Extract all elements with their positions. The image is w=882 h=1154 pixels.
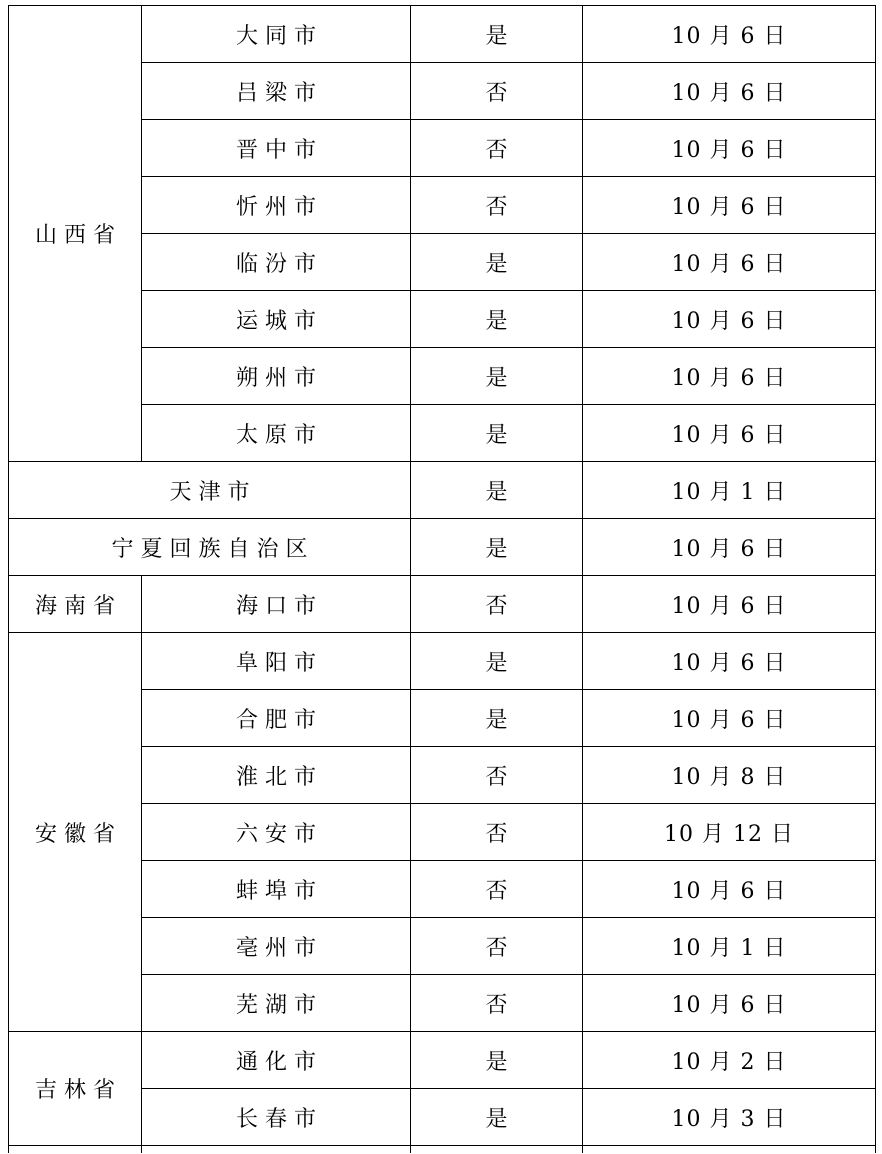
empty-cell — [583, 1146, 876, 1153]
city-label: 淮北市 — [235, 764, 323, 790]
city-label: 临汾市 — [235, 251, 323, 277]
date-cell — [583, 63, 876, 120]
flag-cell — [411, 804, 583, 861]
flag-cell — [411, 861, 583, 918]
date-value: 10 月 1 日 — [671, 479, 787, 505]
flag-value: 否 — [485, 992, 508, 1018]
city-cell — [142, 690, 411, 747]
date-cell — [583, 861, 876, 918]
city-label: 蚌埠市 — [235, 878, 323, 904]
empty-cell — [411, 1146, 583, 1153]
flag-value: 否 — [485, 137, 508, 163]
city-label: 忻州市 — [235, 194, 323, 220]
date-value: 10 月 6 日 — [671, 593, 787, 619]
flag-value: 是 — [485, 308, 508, 334]
region-label: 天津市 — [169, 479, 257, 505]
city-cell — [142, 348, 411, 405]
city-cell — [142, 975, 411, 1032]
city-cell — [142, 1089, 411, 1146]
city-label: 长春市 — [235, 1106, 323, 1132]
date-value: 10 月 6 日 — [671, 365, 787, 391]
date-value: 10 月 6 日 — [671, 80, 787, 106]
flag-cell — [411, 120, 583, 177]
flag-cell — [411, 633, 583, 690]
date-cell — [583, 177, 876, 234]
province-label: 吉林省 — [34, 1078, 122, 1103]
flag-cell — [411, 6, 583, 63]
date-cell — [583, 348, 876, 405]
date-value: 10 月 6 日 — [671, 137, 787, 163]
city-cell — [142, 120, 411, 177]
flag-cell — [411, 747, 583, 804]
province-label: 海南省 — [34, 593, 122, 619]
date-cell — [583, 918, 876, 975]
date-value: 10 月 6 日 — [671, 992, 787, 1018]
flag-cell — [411, 234, 583, 291]
date-value: 10 月 8 日 — [671, 764, 787, 790]
table-row — [9, 576, 876, 633]
city-cell — [142, 918, 411, 975]
date-value: 10 月 6 日 — [671, 308, 787, 334]
date-value: 10 月 2 日 — [671, 1049, 787, 1075]
date-cell — [583, 291, 876, 348]
date-cell — [583, 804, 876, 861]
table-row — [9, 633, 876, 690]
city-cell — [142, 861, 411, 918]
city-label: 芜湖市 — [235, 992, 323, 1018]
empty-cell — [9, 1146, 142, 1153]
table-row — [9, 1032, 876, 1089]
flag-cell — [411, 519, 583, 576]
date-cell — [583, 1032, 876, 1089]
flag-cell — [411, 291, 583, 348]
flag-value: 否 — [485, 80, 508, 106]
flag-cell — [411, 63, 583, 120]
date-value: 10 月 1 日 — [671, 935, 787, 961]
city-cell — [142, 63, 411, 120]
date-cell — [583, 120, 876, 177]
date-cell — [583, 462, 876, 519]
city-cell — [142, 291, 411, 348]
date-value: 10 月 6 日 — [671, 650, 787, 676]
city-label: 太原市 — [235, 422, 323, 448]
date-cell — [583, 6, 876, 63]
flag-value: 否 — [485, 194, 508, 220]
flag-value: 是 — [485, 422, 508, 448]
flag-cell — [411, 690, 583, 747]
city-label: 朔州市 — [235, 365, 323, 391]
city-label: 阜阳市 — [235, 650, 323, 676]
flag-cell — [411, 975, 583, 1032]
region-label: 宁夏回族自治区 — [111, 536, 315, 562]
table-row — [9, 519, 876, 576]
date-value: 10 月 6 日 — [671, 878, 787, 904]
flag-value: 是 — [485, 1106, 508, 1132]
province-label: 安徽省 — [34, 821, 122, 847]
city-label: 大同市 — [235, 23, 323, 49]
city-cell — [142, 633, 411, 690]
date-value: 10 月 12 日 — [664, 821, 794, 847]
flag-value: 是 — [485, 1049, 508, 1075]
city-cell — [142, 6, 411, 63]
city-label: 运城市 — [235, 308, 323, 334]
flag-cell — [411, 405, 583, 462]
flag-value: 否 — [485, 878, 508, 904]
date-value: 10 月 6 日 — [671, 194, 787, 220]
date-cell — [583, 1089, 876, 1146]
city-cell — [142, 804, 411, 861]
region-cell — [9, 462, 411, 519]
empty-cell — [142, 1146, 411, 1153]
date-value: 10 月 6 日 — [671, 23, 787, 49]
date-value: 10 月 6 日 — [671, 536, 787, 562]
flag-cell — [411, 177, 583, 234]
date-cell — [583, 234, 876, 291]
date-cell — [583, 519, 876, 576]
flag-cell — [411, 1089, 583, 1146]
date-value: 10 月 6 日 — [671, 422, 787, 448]
flag-value: 是 — [485, 365, 508, 391]
province-cell — [9, 633, 142, 1032]
city-cell — [142, 234, 411, 291]
date-cell — [583, 405, 876, 462]
table-row — [9, 6, 876, 63]
city-label: 通化市 — [235, 1049, 323, 1075]
date-cell — [583, 633, 876, 690]
flag-value: 否 — [485, 935, 508, 961]
flag-value: 是 — [485, 707, 508, 733]
province-cell — [9, 6, 142, 462]
province-label: 山西省 — [34, 223, 122, 248]
table-row-cutoff — [9, 1146, 876, 1153]
city-cell — [142, 747, 411, 804]
province-cell — [9, 1032, 142, 1146]
city-cell — [142, 1032, 411, 1089]
date-value: 10 月 3 日 — [671, 1106, 787, 1132]
city-cell — [142, 405, 411, 462]
city-cell — [142, 177, 411, 234]
region-cell — [9, 519, 411, 576]
date-cell — [583, 975, 876, 1032]
flag-cell — [411, 576, 583, 633]
flag-cell — [411, 1032, 583, 1089]
flag-value: 否 — [485, 593, 508, 619]
flag-value: 是 — [485, 23, 508, 49]
city-label: 亳州市 — [235, 935, 323, 961]
date-cell — [583, 690, 876, 747]
city-label: 晋中市 — [235, 137, 323, 163]
flag-cell — [411, 918, 583, 975]
city-cell — [142, 576, 411, 633]
flag-value: 否 — [485, 821, 508, 847]
date-cell — [583, 747, 876, 804]
city-label: 吕梁市 — [235, 80, 323, 106]
flag-cell — [411, 348, 583, 405]
flag-cell — [411, 462, 583, 519]
date-value: 10 月 6 日 — [671, 251, 787, 277]
flag-value: 是 — [485, 479, 508, 505]
flag-value: 是 — [485, 536, 508, 562]
flag-value: 是 — [485, 650, 508, 676]
flag-value: 否 — [485, 764, 508, 790]
flag-value: 是 — [485, 251, 508, 277]
province-cell — [9, 576, 142, 633]
city-label: 六安市 — [235, 821, 323, 847]
date-value: 10 月 6 日 — [671, 707, 787, 733]
city-label: 合肥市 — [235, 707, 323, 733]
date-cell — [583, 576, 876, 633]
table-row — [9, 462, 876, 519]
city-label: 海口市 — [235, 593, 323, 619]
region-table — [8, 5, 876, 1153]
